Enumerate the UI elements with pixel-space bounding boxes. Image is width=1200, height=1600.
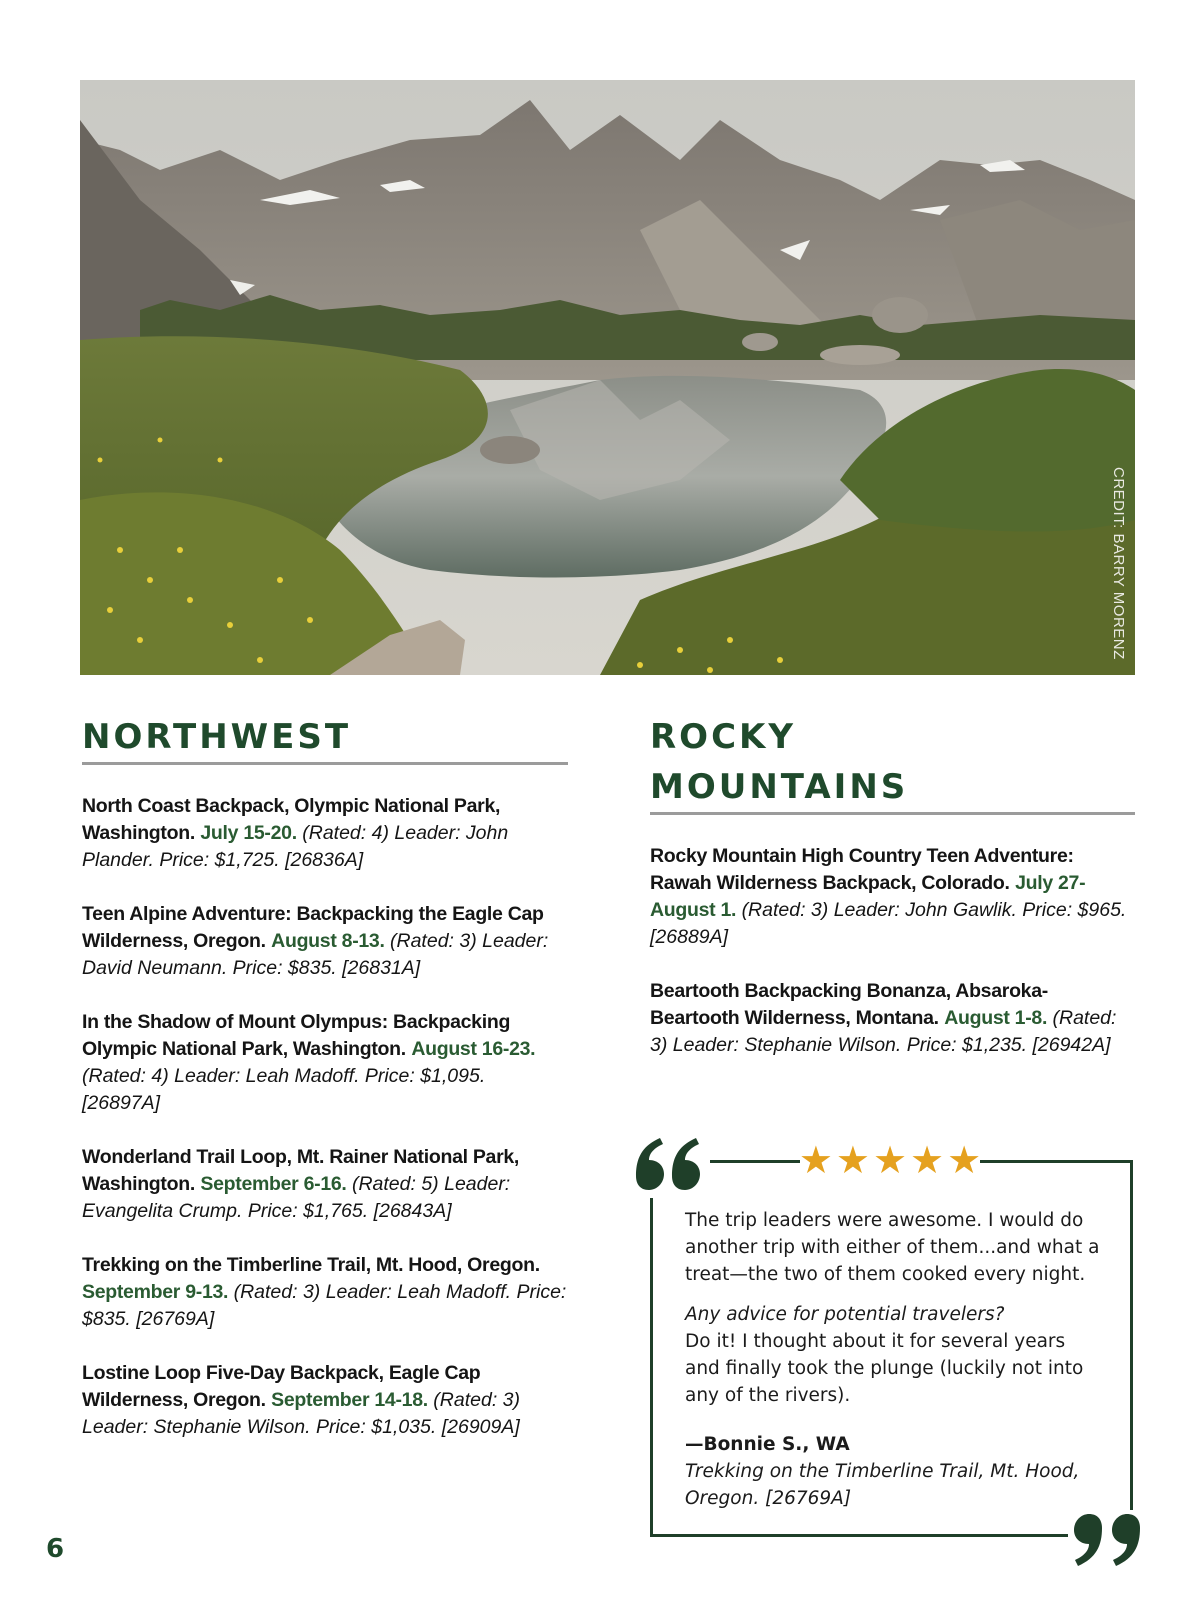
trip-rating: (Rated: 3) [650,1007,1117,1056]
trip-details: Leader: John Plander. Price: $1,725. [26836A] [82,822,509,871]
trip-title: Beartooth Backpacking Bonanza, Absaroka-Beartooth Wilderness, Montana. [650,980,1048,1029]
trip-listing [82,1144,568,1225]
trip-dates: July 27-August 1. [650,872,1086,921]
star-icon: ★ [798,1138,833,1182]
trip-listing [650,843,1135,951]
heading-rule [650,812,1135,815]
trip-details: Leader: Leah Madoff. Price: $1,095. [26897A] [82,1065,486,1114]
trip-listing [82,1009,568,1117]
rocky-heading-line2: MOUNTAINS [650,767,909,807]
close-quote-icon [1068,1510,1148,1582]
trip-dates: August 8-13. [271,930,385,952]
star-icon: ★ [947,1138,982,1182]
trip-listing [82,793,568,874]
rating-stars [800,1138,980,1182]
rocky-heading [650,712,1135,812]
trip-title: Trekking on the Timberline Trail, Mt. Hood, Oregon. [82,1254,540,1276]
star-icon: ★ [835,1138,870,1182]
trip-details: Leader: Stephanie Wilson. Price: $1,235. [26942A] [672,1034,1111,1056]
trip-title: Rocky Mountain High Country Teen Adventure: Rawah Wilderness Backpack, Colorado. [650,845,1074,894]
trip-dates: September 14-18. [271,1389,428,1411]
trip-dates: August 1-8. [944,1007,1048,1029]
trip-listing [82,901,568,982]
rocky-heading-line1: ROCKY [650,717,797,757]
rocky-mountains-section [650,712,1135,1086]
trip-title: Wonderland Trail Loop, Mt. Rainer National Park, Washington. [82,1146,520,1195]
trip-rating: (Rated: 3) [233,1281,321,1303]
testimonial-text [685,1207,1105,1525]
trip-details: Leader: Evangelita Crump. Price: $1,765. [26843A] [82,1173,511,1222]
trip-details: Leader: David Neumann. Price: $835. [26831A] [82,930,549,979]
trip-listing [650,978,1135,1059]
trip-title: Lostine Loop Five-Day Backpack, Eagle Cap Wilderness, Oregon. [82,1362,481,1411]
testimonial-qa [685,1301,1105,1409]
northwest-heading: NORTHWEST [82,717,352,757]
testimonial-question: Any advice for potential travelers? [685,1304,1005,1325]
trip-title: North Coast Backpack, Olympic National Park, Washington. [82,795,501,844]
trip-rating: (Rated: 4) [82,1065,169,1087]
trip-details: Leader: John Gawlik. Price: $965. [26889A] [650,899,1127,948]
trip-dates: September 6-16. [200,1173,347,1195]
photo-credit: CREDIT: BARRY MORENZ [1110,467,1127,660]
trip-dates: September 9-13. [82,1281,229,1303]
testimonial-trip: Trekking on the Timberline Trail, Mt. Hood, Oregon. [26769A] [685,1461,1080,1509]
star-icon: ★ [872,1138,908,1182]
heading-rule [82,762,568,765]
trip-details: Leader: Stephanie Wilson. Price: $1,035. [26909A] [82,1416,520,1438]
trip-rating: (Rated: 3) [390,930,477,952]
testimonial-attribution [685,1431,1105,1512]
page-number: 6 [46,1534,65,1564]
star-icon: ★ [910,1138,945,1182]
trip-listing [82,1360,568,1441]
northwest-section [82,712,568,1468]
trip-details: Leader: Leah Madoff. Price: $835. [26769A] [82,1281,567,1330]
trip-dates: July 15-20. [200,822,297,844]
trip-rating: (Rated: 5) [351,1173,439,1195]
trip-rating: (Rated: 4) [302,822,389,844]
trip-title: In the Shadow of Mount Olympus: Backpacking Olympic National Park, Washington. [82,1011,511,1060]
testimonial-author: —Bonnie S., WA [685,1434,850,1455]
testimonial-quote: The trip leaders were awesome. I would do another trip with either of them...and what a treat—the two of them cooked every night. [685,1210,1100,1285]
open-quote-icon [630,1118,710,1198]
testimonial-answer: Do it! I thought about it for several years and finally took the plunge (luckily not into any of the rivers). [685,1331,1084,1406]
trip-title: Teen Alpine Adventure: Backpacking the Eagle Cap Wilderness, Oregon. [82,903,544,952]
trip-rating: (Rated: 3) [433,1389,520,1411]
trip-rating: (Rated: 3) [741,899,829,921]
trip-dates: August 16-23. [411,1038,536,1060]
trip-listing [82,1252,568,1333]
mountain-lake-photo [80,80,1135,675]
